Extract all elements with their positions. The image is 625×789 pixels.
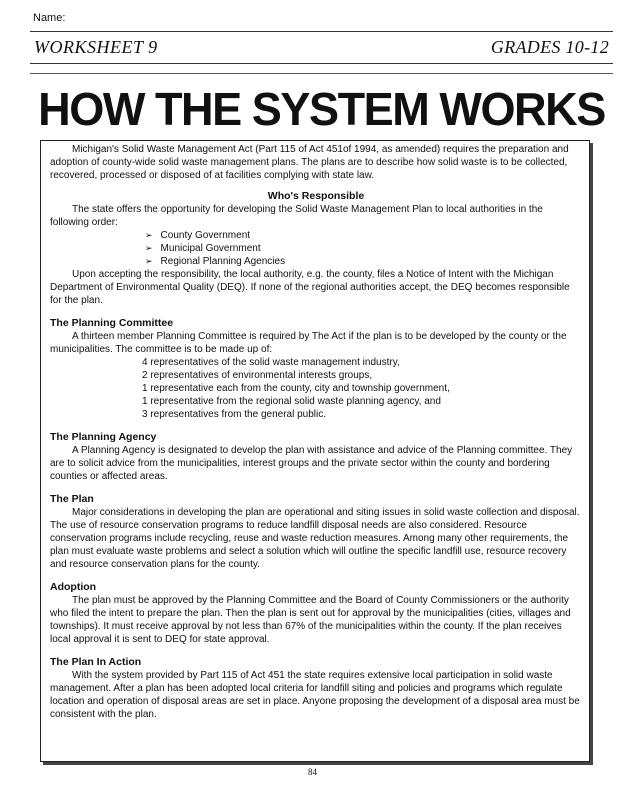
authority-item: ➢ Regional Planning Agencies xyxy=(145,255,582,268)
name-label: Name: xyxy=(33,12,66,24)
committee-member-item: 4 representatives of the solid waste management industry, xyxy=(142,357,400,368)
plan-in-action-paragraph: With the system provided by Part 115 of Act 451 the state requires extensive local participation in solid waste management. After a plan has been adopted local criteria for landfill siting and policies and programs which regulate location and operation of disposal areas are set in place. Anyone proposing the development of a disposal area must be consistent with the plan. xyxy=(50,670,580,720)
worksheet-body xyxy=(50,143,582,721)
intro-paragraph: Michigan's Solid Waste Management Act (Part 115 of Act 451of 1994, as amended) requires the preparation and adoption of county-wide solid waste management plans. The plans are to describe how solid waste is to be collected, recovered, processed or disposed of at facilities complying with state law. xyxy=(50,144,569,181)
adoption-paragraph: The plan must be approved by the Planning Committee and the Board of County Commissioners or the authority who filed the intent to prepare the plan. Then the plan is sent out for approval by the municipalities (cities, villages and townships). It must receive approval by not less than 67% of the municipalities within the county. If the plan receives local approval it is sent to DEQ for state approval. xyxy=(50,595,571,645)
planning-agency-paragraph: A Planning Agency is designated to develop the plan with assistance and advice of the Planning committee. They are to solicit advice from the municipalities, interest groups and the private sector within the county and bordering counties or affected areas. xyxy=(50,445,573,482)
grade-level: GRADES 10-12 xyxy=(490,37,609,57)
name-underline xyxy=(30,31,613,32)
committee-member-item: 1 representative each from the county, city and township government, xyxy=(142,383,450,394)
committee-member-item: 3 representatives from the general public. xyxy=(142,409,326,420)
planning-committee-heading: The Planning Committee xyxy=(50,317,174,329)
the-plan-heading: The Plan xyxy=(50,493,94,505)
page-number: 84 xyxy=(308,767,317,777)
worksheet-number: WORKSHEET 9 xyxy=(34,37,158,57)
whos-responsible-heading: Who's Responsible xyxy=(267,190,365,202)
committee-member-item: 1 representative from the regional solid waste planning agency, and xyxy=(142,396,441,407)
header-rule-bottom xyxy=(30,73,613,74)
authority-item: ➢ County Government xyxy=(145,229,582,242)
notice-of-intent-paragraph: Upon accepting the responsibility, the local authority, e.g. the county, files a Notice of Intent with the Michigan Department of Environmental Quality (DEQ). If none of the regional authorities accept, the DEQ becomes responsible for the plan. xyxy=(50,269,570,306)
header-rule-top xyxy=(30,63,613,64)
authority-list xyxy=(145,229,582,268)
authority-item: ➢ Municipal Government xyxy=(145,242,582,255)
adoption-heading: Adoption xyxy=(50,581,97,593)
whos-responsible-paragraph: The state offers the opportunity for developing the Solid Waste Management Plan to local authorities in the following order: xyxy=(50,204,543,228)
planning-committee-paragraph: A thirteen member Planning Committee is required by The Act if the plan is to be developed by the county or the municipalities. The committee is to be made up of: xyxy=(50,331,567,355)
committee-member-list xyxy=(142,356,582,421)
planning-agency-heading: The Planning Agency xyxy=(50,431,157,443)
plan-in-action-heading: The Plan In Action xyxy=(50,656,142,668)
committee-member-item: 2 representatives of environmental interests groups, xyxy=(142,370,373,381)
the-plan-paragraph: Major considerations in developing the plan are operational and siting issues in solid waste collection and disposal. The use of resource conservation programs to reduce landfill disposal needs are also considered. Resource conservation programs include recycling, reuse and waste reduction measures. Among many other requirements, the plan must evaluate waste problems and select a solution which will outline the specific landfill use, resource recovery and resource conservation plans for the county. xyxy=(50,507,580,570)
page-title: HOW THE SYSTEM WORKS xyxy=(38,83,605,135)
